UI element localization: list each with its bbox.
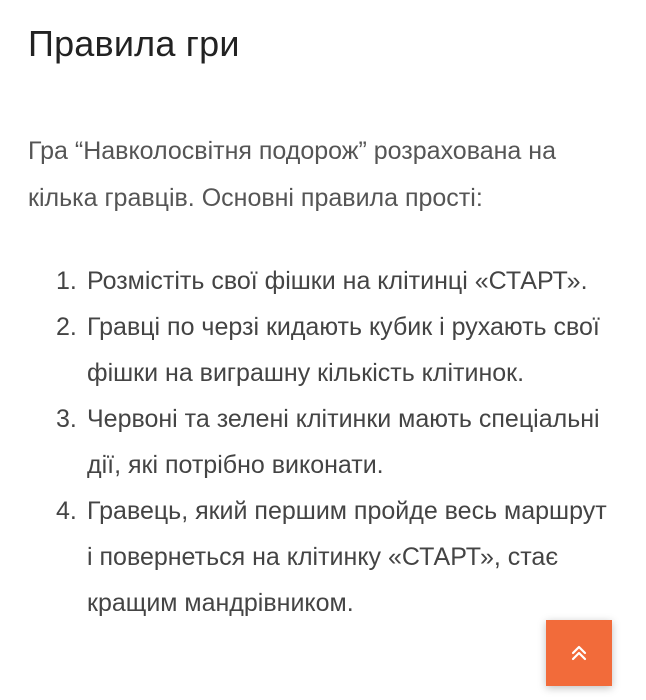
list-item-number: 1. [56,267,77,295]
list-item [28,488,607,626]
list-item-text: Гравці по черзі кидають кубик і рухають свої фішки на виграшну кількість клітинок. [87,313,600,387]
list-item-text: Червоні та зелені клітинки мають спеціальні дії, які потрібно виконати. [87,405,600,479]
rules-list [28,258,618,626]
scroll-to-top-button[interactable] [546,620,612,686]
list-item-number: 4. [56,497,77,525]
list-item-number: 3. [56,405,77,433]
list-item [28,304,607,396]
list-item-number: 2. [56,313,77,341]
list-item [28,258,607,304]
list-item-text: Гравець, який першим пройде весь маршрут і повернеться на клітинку «СТАРТ», стає кращим мандрівником. [87,497,607,617]
page-title: Правила гри [28,23,240,64]
list-item [28,396,607,488]
list-item-text: Розмістіть свої фішки на клітинці «СТАРТ». [87,267,588,295]
double-chevron-up-icon [569,643,589,663]
intro-paragraph: Гра “Навколосвітня подорож” розрахована на кілька гравців. Основні правила прості: [28,137,556,212]
